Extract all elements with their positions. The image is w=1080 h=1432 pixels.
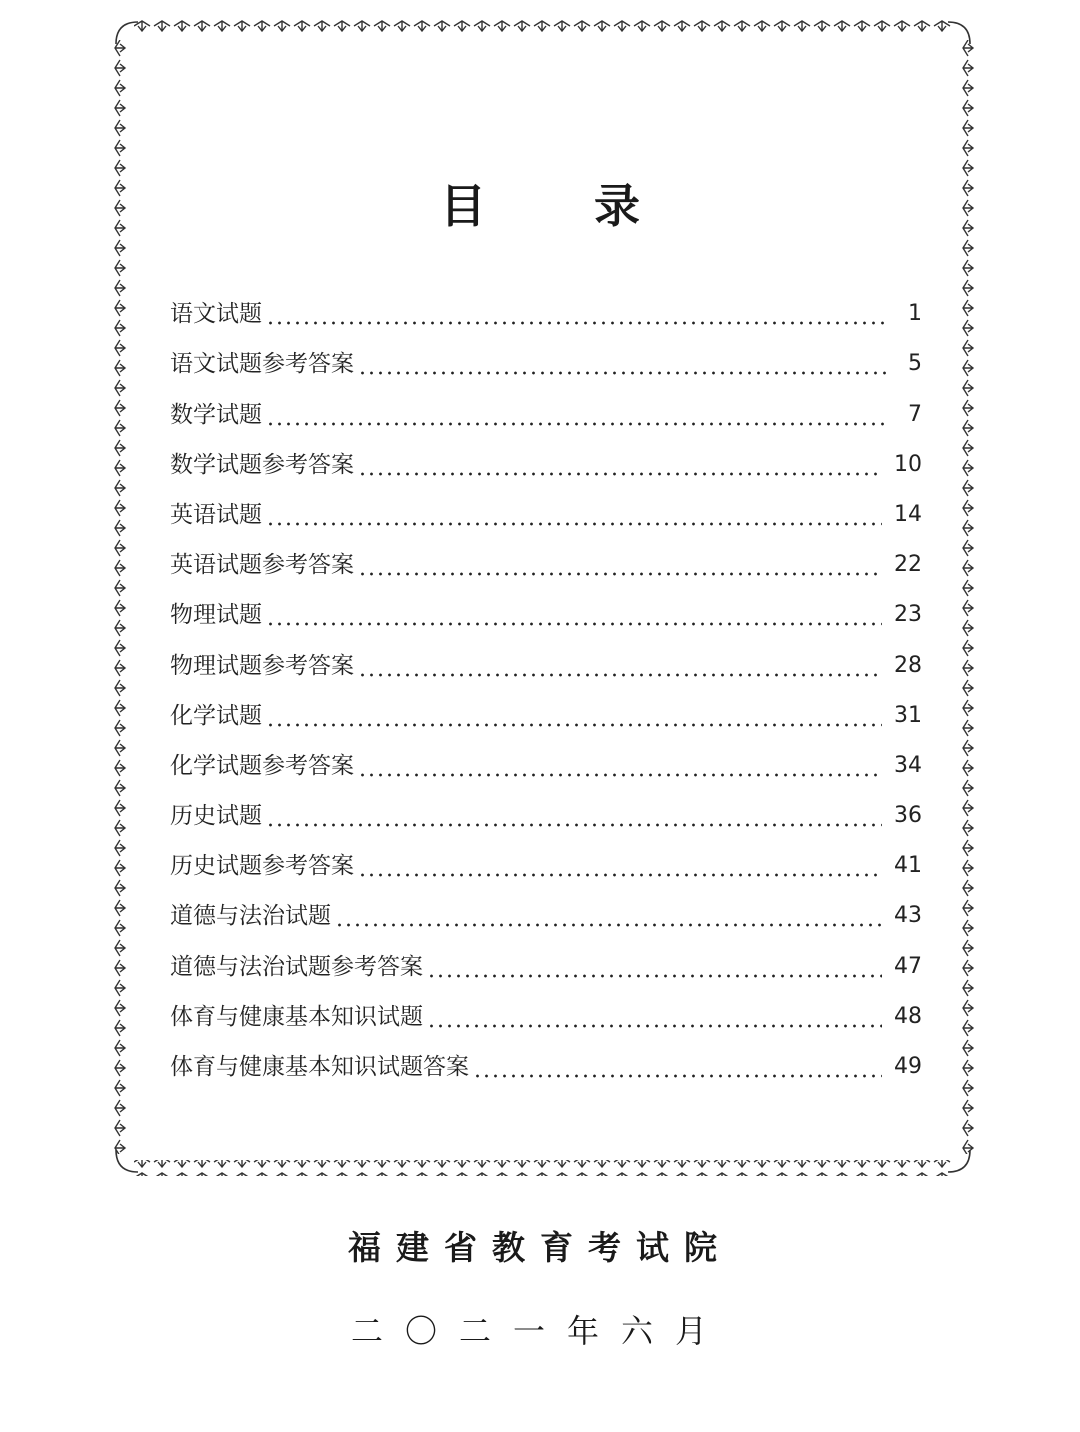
toc-entry-page: 14 [894,501,922,527]
toc-entry-label: 历史试题参考答案 [170,853,354,880]
toc-entry[interactable] [170,1036,922,1086]
toc-entry[interactable] [170,434,922,484]
toc-entry[interactable] [170,333,922,383]
toc-entry[interactable] [170,383,922,433]
toc-entry-label: 体育与健康基本知识试题 [170,1003,423,1030]
toc-leader-dots [358,753,882,779]
toc-entry-page: 34 [894,752,922,778]
toc-entry-label: 英语试题 [170,501,262,528]
toc-entry[interactable] [170,986,922,1036]
toc-entry[interactable] [170,584,922,634]
toc-entry[interactable] [170,935,922,985]
title-char-1: 目 [440,179,486,233]
toc-leader-dots [266,402,890,428]
toc-entry-page: 31 [894,702,922,728]
toc-leader-dots [427,1004,882,1030]
toc-entry-label: 数学试题 [170,401,262,428]
toc-leader-dots [266,803,882,829]
toc-entry-page: 28 [894,652,922,678]
toc-entry-page: 1 [908,301,922,327]
toc-entry-label: 道德与法治试题参考答案 [170,953,423,980]
title-char-2: 录 [594,179,640,233]
toc-leader-dots [473,1054,882,1080]
toc-entry-label: 化学试题参考答案 [170,752,354,779]
toc-entry-page: 48 [894,1003,922,1029]
toc-entry[interactable] [170,685,922,735]
toc-entry-label: 语文试题 [170,301,262,328]
toc-leader-dots [358,552,882,578]
toc-entry-page: 7 [908,401,922,427]
toc-entry[interactable] [170,735,922,785]
issuing-institution: 福建省教育考试院 [348,1228,732,1267]
toc-entry-label: 化学试题 [170,702,262,729]
toc-entry[interactable] [170,534,922,584]
toc-entry[interactable] [170,885,922,935]
toc-leader-dots [335,903,882,929]
toc-entry-label: 物理试题 [170,602,262,629]
toc-entry-page: 10 [894,451,922,477]
toc-entry-page: 41 [894,853,922,879]
publication-date: 二〇二一年六月 [350,1312,729,1350]
toc-entry[interactable] [170,785,922,835]
toc-leader-dots [266,502,882,528]
toc-entry-label: 历史试题 [170,803,262,830]
toc-leader-dots [358,853,882,879]
toc-entry-page: 49 [894,1054,922,1079]
toc-leader-dots [358,452,882,478]
toc-entry-label: 物理试题参考答案 [170,652,354,679]
toc-entry-page: 22 [894,552,922,578]
toc-entry-label: 体育与健康基本知识试题答案 [170,1054,469,1080]
toc-leader-dots [358,653,882,679]
toc-entry-label: 道德与法治试题 [170,903,331,930]
toc-leader-dots [266,703,882,729]
toc-entry-label: 英语试题参考答案 [170,552,354,579]
toc-entry-page: 23 [894,602,922,628]
toc-leader-dots [266,602,882,628]
toc-entry-page: 47 [894,953,922,979]
toc-leader-dots [266,301,890,327]
toc-entry[interactable] [170,283,922,333]
toc-entry-page: 5 [908,351,922,377]
toc-leader-dots [427,954,882,980]
toc-leader-dots [358,351,890,377]
toc-entry-label: 数学试题参考答案 [170,451,354,478]
toc-entry-label: 语文试题参考答案 [170,351,354,378]
toc-entry[interactable] [170,634,922,684]
toc-entry-page: 36 [894,803,922,829]
toc-entry[interactable] [170,835,922,885]
toc-entry-page: 43 [894,903,922,929]
toc-entry[interactable] [170,484,922,534]
table-of-contents [170,283,922,1086]
page-title [0,170,1080,236]
